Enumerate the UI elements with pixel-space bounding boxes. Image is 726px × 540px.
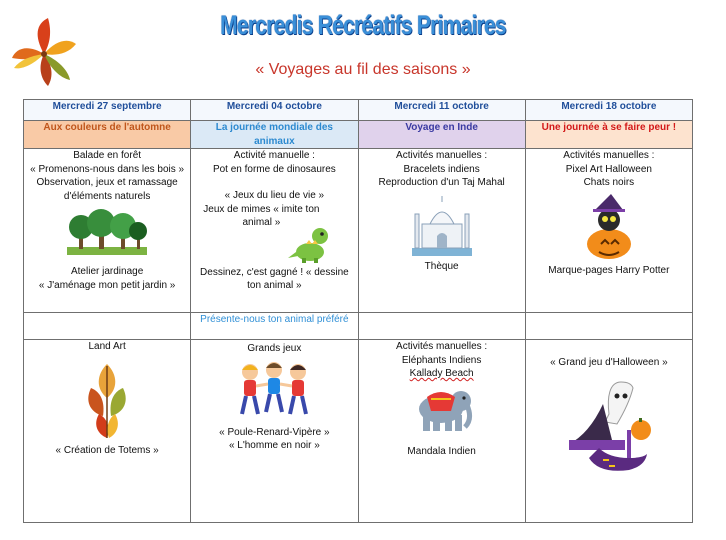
activity-line: Jeux de mimes « imite ton animal »: [203, 203, 320, 228]
activity-line: Pixel Art Halloween: [565, 163, 652, 175]
activity-line: Activité manuelle :: [233, 150, 315, 161]
middle-cell: [24, 313, 191, 340]
activity-line: Dessinez, c'est gagné ! « dessine ton animal »: [200, 266, 349, 291]
activity-line: Grands jeux: [247, 343, 302, 354]
activity-line: [362, 367, 522, 381]
activity-line: « Création de Totems »: [55, 444, 159, 456]
activity-line: Eléphants Indiens: [401, 354, 482, 366]
date-cell: Mercredi 27 septembre: [24, 100, 191, 121]
activity-line: « Grand jeu d'Halloween »: [550, 357, 668, 368]
activities-row-1: [24, 149, 693, 313]
weekly-schedule-table: [23, 99, 693, 523]
activity-line: Reproduction d'un Taj Mahal: [378, 177, 505, 188]
activity-cell: [24, 149, 191, 313]
activity-line: Observation, jeux et ramassage d'éléments naturels: [36, 177, 178, 202]
activity-cell: [191, 340, 358, 523]
activity-line: Bracelets indiens: [403, 163, 480, 175]
activity-line: Activités manuelles :: [396, 150, 488, 161]
activity-line: Atelier jardinage: [70, 266, 144, 277]
activity-line: Activités manuelles :: [563, 150, 655, 161]
date-cell: Mercredi 18 octobre: [525, 100, 692, 121]
middle-cell: [358, 313, 525, 340]
activity-line: Mandala Indien: [407, 445, 476, 457]
activity-line: « J'aménage mon petit jardin »: [38, 279, 176, 291]
middle-cell: [525, 313, 692, 340]
activity-line: Pot en forme de dinosaures: [212, 163, 336, 175]
activity-cell: [525, 340, 692, 523]
page-subtitle: « Voyages au fil des saisons »: [255, 61, 471, 78]
activity-line: Land Art: [88, 341, 126, 352]
activity-line: « Jeux du lieu de vie »: [224, 190, 325, 201]
forest-trees-icon: [67, 207, 147, 255]
activity-line: « Promenons-nous dans les bois »: [30, 163, 185, 175]
children-playing-icon: [234, 360, 314, 420]
themes-row: [24, 121, 693, 149]
halloween-cat-pumpkin-icon: [583, 194, 635, 260]
activity-cell: [24, 340, 191, 523]
activity-line: « Poule-Renard-Vipère »: [219, 426, 330, 438]
dates-row: [24, 100, 693, 121]
theme-cell: Une journée à se faire peur !: [525, 121, 692, 149]
theme-cell: Voyage en Inde: [358, 121, 525, 149]
activity-line: Chats noirs: [583, 177, 635, 188]
autumn-leaves-icon: [79, 358, 135, 440]
activities-row-2: [24, 340, 693, 523]
activity-cell: [358, 340, 525, 523]
dinosaur-icon: [286, 224, 332, 264]
middle-cell: Présente-nous ton animal préféré: [191, 313, 358, 340]
witch-hat-ghost-icon: [559, 374, 659, 484]
date-cell: Mercredi 04 octobre: [191, 100, 358, 121]
activity-text: Kallady Beach: [409, 368, 474, 379]
activity-cell: [191, 149, 358, 313]
activity-cell: [358, 149, 525, 313]
activity-line: Balade en forêt: [73, 150, 142, 161]
middle-row: [24, 313, 693, 340]
activity-line: Activités manuelles :: [396, 341, 488, 352]
taj-mahal-icon: [412, 194, 472, 256]
activity-line: « L'homme en noir »: [228, 440, 320, 451]
date-cell: Mercredi 11 octobre: [358, 100, 525, 121]
page-title: Mercredis Récréatifs Primaires: [220, 10, 506, 40]
activity-cell: [525, 149, 692, 313]
theme-cell: La journée mondiale des animaux: [191, 121, 358, 149]
activity-line: Marque-pages Harry Potter: [548, 264, 670, 276]
theme-cell: Aux couleurs de l'automne: [24, 121, 191, 149]
activity-line: Thèque: [424, 260, 459, 272]
activity-line: [194, 176, 354, 189]
indian-elephant-icon: [411, 385, 473, 437]
